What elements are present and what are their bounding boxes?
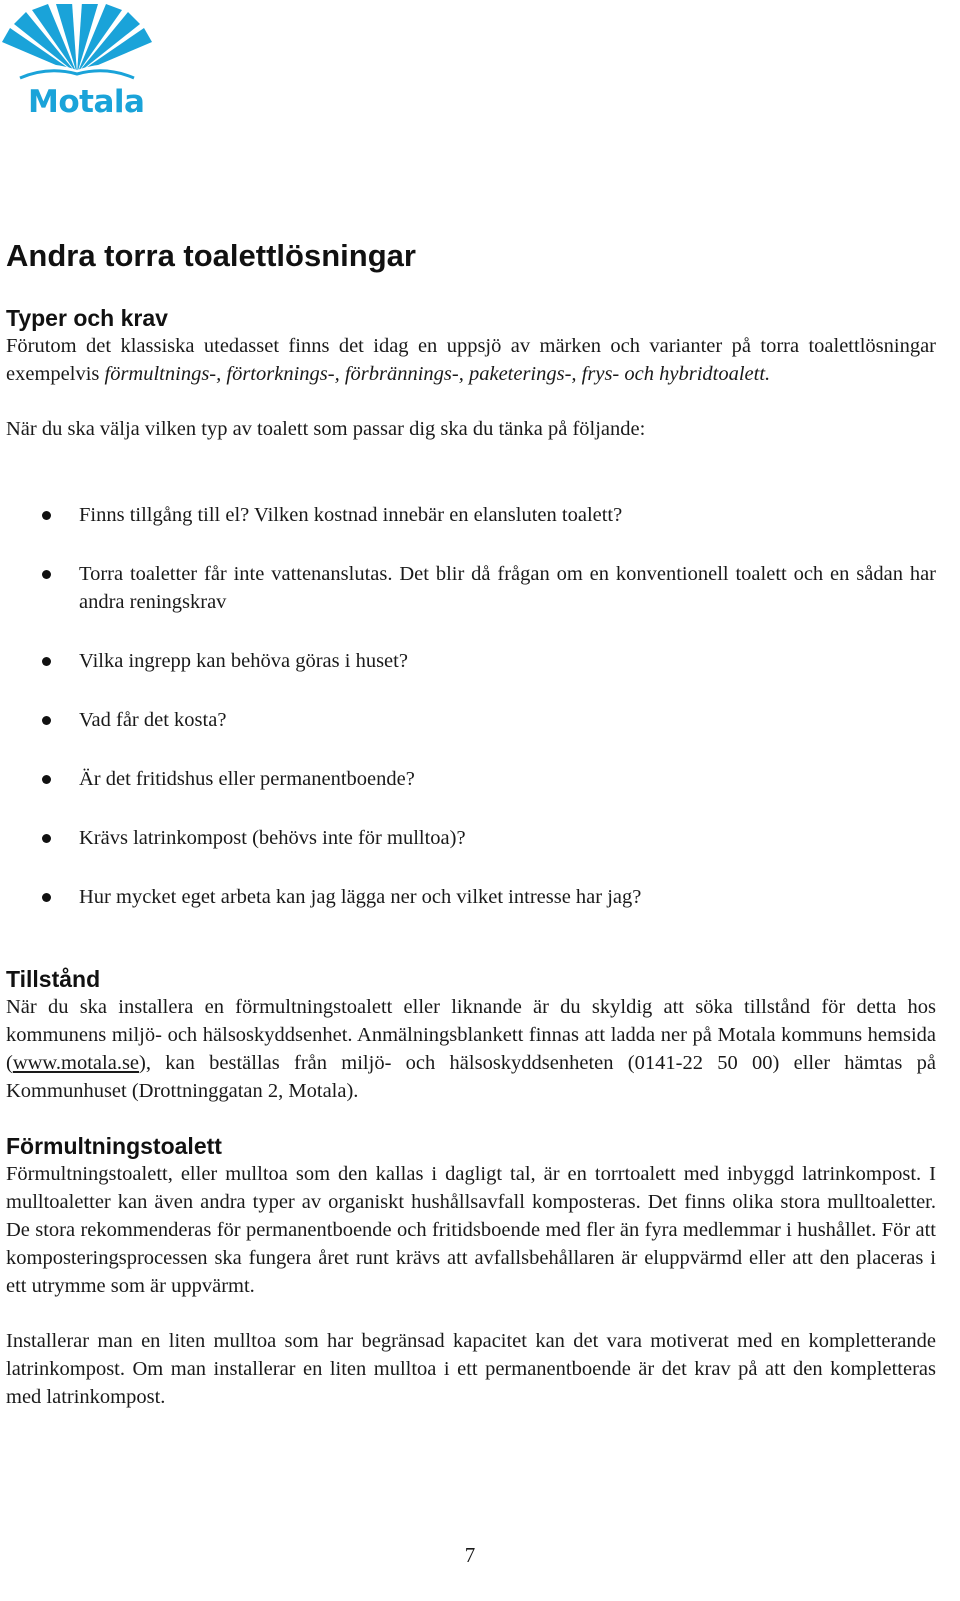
section-heading-formultningstoalett: Förmultningstoalett bbox=[6, 1133, 222, 1159]
page-title: Andra torra toalettlösningar bbox=[6, 238, 416, 273]
question-list bbox=[6, 501, 936, 911]
bullet-icon bbox=[42, 716, 51, 725]
list-item bbox=[6, 883, 936, 911]
page-number: 7 bbox=[464, 1543, 476, 1567]
bullet-icon bbox=[42, 511, 51, 520]
bullet-icon bbox=[42, 834, 51, 843]
bullet-icon bbox=[42, 657, 51, 666]
intro-paragraph bbox=[6, 332, 936, 388]
formult-paragraph-2: Installerar man en liten mulltoa som har begränsad kapacitet kan det vara motiverat med en kompletterande latrinkompost. Om man installerar en liten mulltoa i ett permanentboende är det krav på att den kompletteras med latrinkompost. bbox=[6, 1330, 936, 1408]
list-item-text: Finns tillgång till el? Vilken kostnad innebär en elansluten toalett? bbox=[79, 504, 623, 526]
list-item bbox=[6, 765, 936, 793]
formult-paragraph-1: Förmultningstoalett, eller mulltoa som den kallas i dagligt tal, är en torrtoalett med inbyggd latrinkompost. I mulltoaletter kan även andra typer av organiskt hushållsavfall komposteras. Det finns olika stora mulltoaletter. De stora rekommenderas för permanentboende och fritidsboende med fler än fyra medlemmar i hushållet. För att komposteringsprocessen ska fungera året runt krävs att avfallsbehållaren är eluppvärmd eller att den placeras i ett utrymme som är uppvärmt. bbox=[6, 1163, 936, 1297]
bullet-icon bbox=[42, 893, 51, 902]
list-item bbox=[6, 706, 936, 734]
list-item-text: Vilka ingrepp kan behöva göras i huset? bbox=[79, 650, 408, 672]
bullet-icon bbox=[42, 775, 51, 784]
logo-wordmark: Motala bbox=[28, 84, 145, 120]
motala-website-link[interactable]: www.motala.se bbox=[12, 1052, 140, 1074]
intro-italic-text: förmultnings-, förtorknings-, förbrännings-, paketerings-, frys- och hybridtoalett. bbox=[104, 363, 771, 385]
list-item bbox=[6, 824, 936, 852]
intro-text: Förutom det klassiska utedasset finns det idag en uppsjö av märken och varianter på torra toalettlösningar exempelvis bbox=[6, 335, 936, 385]
section-heading-typer: Typer och krav bbox=[6, 305, 168, 331]
tillstand-text-after: ), kan beställas från miljö- och hälsoskyddsenheten (0141-22 50 00) eller hämtas på Kommunhuset (Drottninggatan 2, Motala). bbox=[6, 1052, 936, 1102]
list-item-text: Är det fritidshus eller permanentboende? bbox=[79, 768, 415, 790]
list-item-text: Krävs latrinkompost (behövs inte för mulltoa)? bbox=[79, 827, 466, 849]
tillstand-paragraph bbox=[6, 993, 936, 1105]
list-item-text: Torra toaletter får inte vattenanslutas. Det blir då frågan om en konventionell toalett och en sådan har andra reningskrav bbox=[79, 563, 936, 613]
list-item bbox=[6, 560, 936, 616]
sun-rays-icon bbox=[0, 4, 155, 84]
tillstand-text-before: När du ska installera en förmultningstoalett eller liknande är du skyldig att söka tillstånd för detta hos kommunens miljö- och hälsoskyddsenhet. Anmälningsblankett finnas att ladda ner på Motala kommuns hemsida ( bbox=[6, 996, 936, 1074]
motala-logo bbox=[0, 4, 155, 120]
section-heading-tillstand: Tillstånd bbox=[6, 966, 101, 992]
list-item-text: Hur mycket eget arbeta kan jag lägga ner och vilket intresse har jag? bbox=[79, 886, 642, 908]
bullet-icon bbox=[42, 570, 51, 579]
choose-paragraph: När du ska välja vilken typ av toalett som passar dig ska du tänka på följande: bbox=[6, 418, 646, 440]
list-item bbox=[6, 501, 936, 529]
document-page bbox=[6, 236, 936, 1411]
list-item bbox=[6, 647, 936, 675]
list-item-text: Vad får det kosta? bbox=[79, 709, 227, 731]
